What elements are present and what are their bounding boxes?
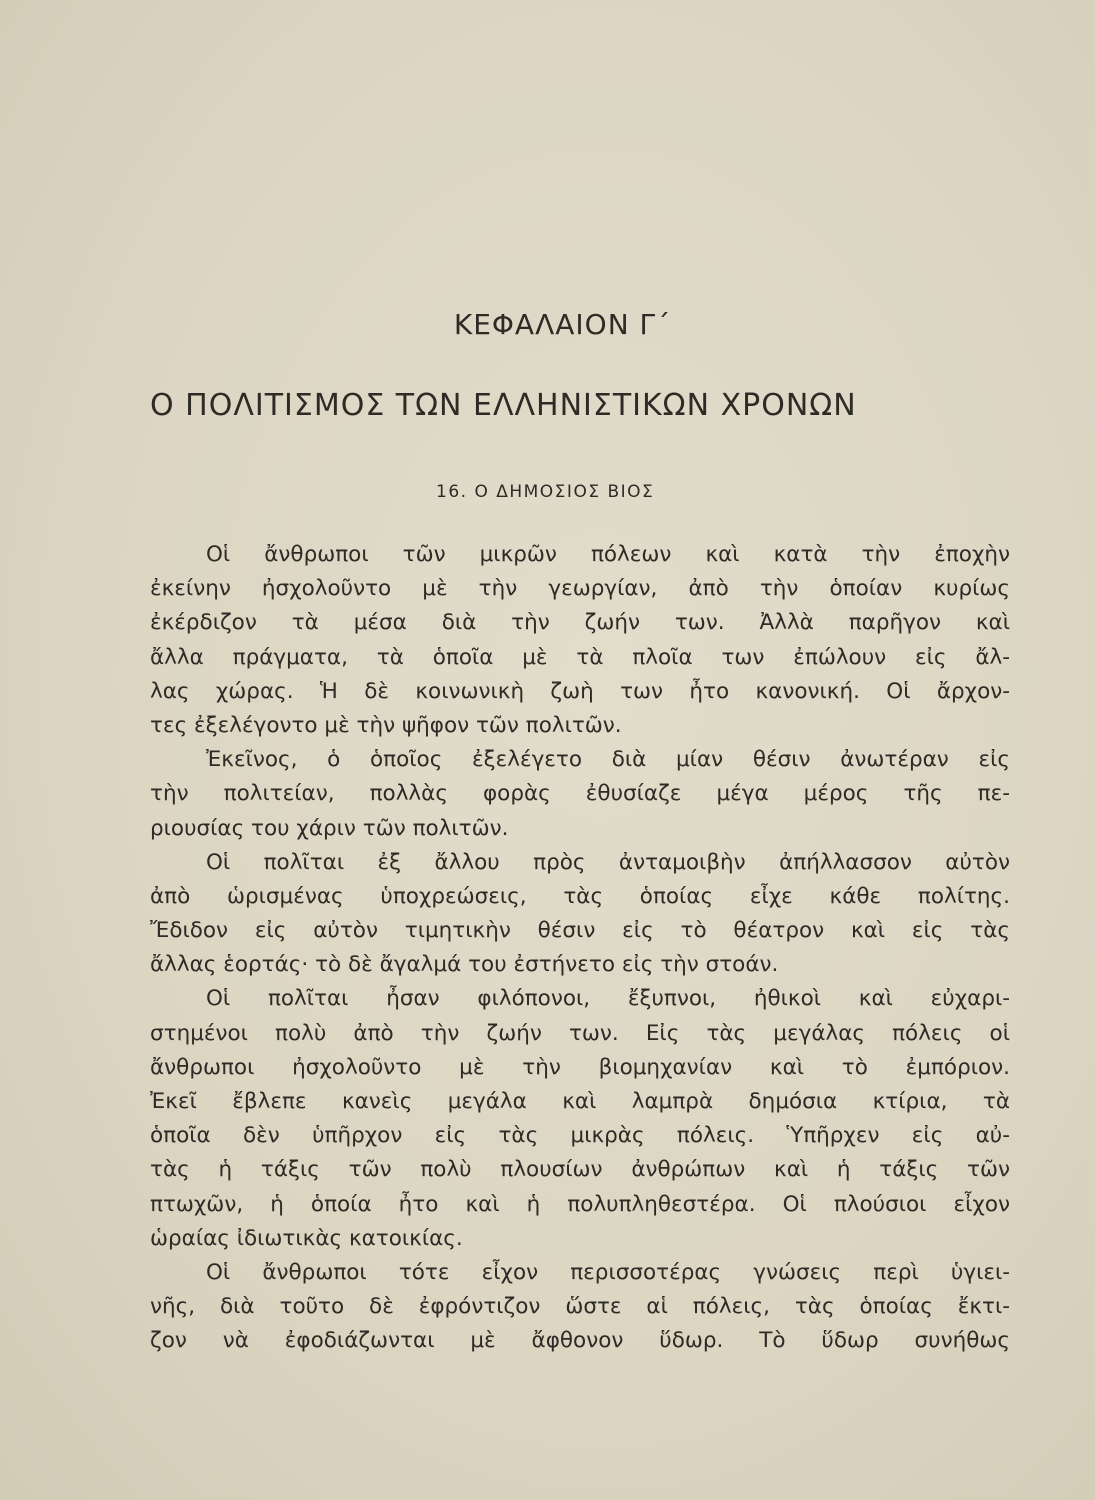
text-line: πτωχῶν, ἡ ὁποία ἦτο καὶ ἡ πολυπληθεστέρα. Οἱ πλούσιοι εἶχον: [150, 1191, 1010, 1217]
text-line: ὡραίας ἰδιωτικὰς κατοικίας.: [150, 1225, 463, 1251]
chapter-heading: ΚΕΦΑΛΑΙΟΝ Γ΄: [453, 308, 672, 341]
text-line: Οἱ ἄνθρωποι τῶν μικρῶν πόλεων καὶ κατὰ τὴν ἐποχὴν: [206, 542, 1010, 567]
text-line: τες ἐξελέγοντο μὲ τὴν ψῆφον τῶν πολιτῶν.: [150, 712, 622, 738]
text-line: τὴν πολιτείαν, πολλὰς φορὰς ἐθυσίαζε μέγα μέρος τῆς πε-: [150, 781, 1010, 807]
text-line: Ἐκεῖνος, ὁ ὁποῖος ἐξελέγετο διὰ μίαν θέσιν ἀνωτέραν εἰς: [206, 747, 1010, 773]
paragraph: [150, 538, 1010, 743]
text-line: Οἱ ἄνθρωποι τότε εἶχον περισσοτέρας γνώσεις περὶ ὑγιει-: [206, 1259, 1010, 1285]
paragraph: [150, 982, 1010, 1256]
text-line: ἄλλας ἑορτάς· τὸ δὲ ἄγαλμά του ἐστήνετο εἰς τὴν στοάν.: [150, 952, 779, 978]
text-line: ζον νὰ ἐφοδιάζωνται μὲ ἄφθονον ὕδωρ. Τὸ ὕδωρ συνήθως: [150, 1328, 1010, 1354]
text-line: ἐκέρδιζον τὰ μέσα διὰ τὴν ζωήν των. Ἀλλὰ παρῆγον καὶ: [150, 610, 1010, 636]
chapter-title: Ο ΠΟΛΙΤΙΣΜΟΣ ΤΩΝ ΕΛΛΗΝΙΣΤΙΚΩΝ ΧΡΟΝΩΝ: [150, 388, 857, 423]
text-line: τὰς ἡ τάξις τῶν πολὺ πλουσίων ἀνθρώπων καὶ ἡ τάξις τῶν: [150, 1157, 1010, 1183]
text-line: στημένοι πολὺ ἀπὸ τὴν ζωήν των. Εἰς τὰς μεγάλας πόλεις οἱ: [150, 1020, 1010, 1046]
text-line: Οἱ πολῖται ἦσαν φιλόπονοι, ἔξυπνοι, ἠθικοὶ καὶ εὐχαρι-: [206, 986, 1010, 1012]
text-line: ἐκείνην ἠσχολοῦντο μὲ τὴν γεωργίαν, ἀπὸ τὴν ὁποίαν κυρίως: [150, 576, 1010, 602]
text-line: νῆς, διὰ τοῦτο δὲ ἐφρόντιζον ὥστε αἱ πόλεις, τὰς ὁποίας ἔκτι-: [150, 1294, 1010, 1320]
text-line: ὁποῖα δὲν ὑπῆρχον εἰς τὰς μικρὰς πόλεις. Ὑπῆρχεν εἰς αὐ-: [150, 1123, 1010, 1149]
paragraph: [150, 846, 1010, 983]
text-line: ἄλλα πράγματα, τὰ ὁποῖα μὲ τὰ πλοῖα των ἐπώλουν εἰς ἄλ-: [150, 644, 1010, 670]
text-line: λας χώρας. Ἡ δὲ κοινωνικὴ ζωὴ των ἦτο κανονική. Οἱ ἄρχον-: [150, 678, 1010, 704]
paragraph: [150, 743, 1010, 846]
text-line: Ἔδιδον εἰς αὐτὸν τιμητικὴν θέσιν εἰς τὸ θέατρον καὶ εἰς τὰς: [150, 918, 1010, 944]
section-heading: 16. Ο ΔΗΜΟΣΙΟΣ ΒΙΟΣ: [436, 482, 655, 502]
text-line: Ἐκεῖ ἔβλεπε κανεὶς μεγάλα καὶ λαμπρὰ δημόσια κτίρια, τὰ: [150, 1089, 1010, 1114]
text-line: ἄνθρωποι ἠσχολοῦντο μὲ τὴν βιομηχανίαν καὶ τὸ ἐμπόριον.: [150, 1054, 1010, 1080]
paragraph: [150, 1256, 1010, 1359]
body-text: [150, 538, 1010, 1359]
text-line: ἀπὸ ὡρισμένας ὑποχρεώσεις, τὰς ὁποίας εἶχε κάθε πολίτης.: [150, 883, 1010, 909]
text-line: Οἱ πολῖται ἐξ ἄλλου πρὸς ἀνταμοιβὴν ἀπήλλασσον αὐτὸν: [206, 849, 1010, 875]
text-line: ριουσίας του χάριν τῶν πολιτῶν.: [150, 815, 509, 841]
